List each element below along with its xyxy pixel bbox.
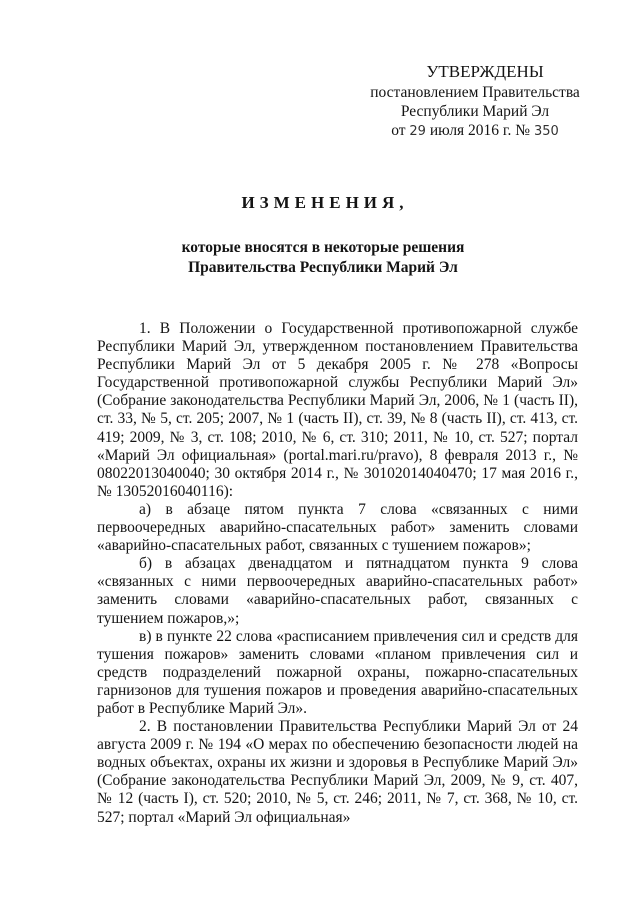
approval-date-month-year: июля 2016 г. № [429,122,531,139]
approval-block [355,62,595,141]
subtitle-line-1: которые вносятся в некоторые решения [181,239,465,256]
subtitle-line-2: Правительства Республики Марий Эл [188,259,458,276]
paragraph-1c: в) в пункте 22 слова «расписанием привлечения сил и средств для тушения пожаров» заменить словами «планом привлечения сил и средств подразделений пожарной охраны, пожарно-спасательных гарнизонов для тушения пожаров и проведения аварийно-спасательных работ в Республике Марий Эл». [97,627,578,717]
approval-date-day: 29 [409,124,426,139]
document-title: ИЗМЕНЕНИЯ, [241,193,409,212]
document-subtitle [0,238,640,278]
approval-line-1: постановлением Правительства [370,84,580,101]
approval-date-line [355,121,595,141]
paragraph-2: 2. В постановлении Правительства Республики Марий Эл от 24 августа 2009 г. № 194 «О мерах по обеспечению безопасности людей на водных объектах, охраны их жизни и здоровья в Республике Марий Эл» (Собрание законодательства Республики Марий Эл, 2009, № 9, ст. 407, № 12 (часть I), ст. 520; 2010, № 5, ст. 246; 2011, № 7, ст. 368, № 10, ст. 527; портал «Марий Эл официальная» [97,718,578,826]
approval-line-2: Республики Марий Эл [400,103,550,120]
paragraph-1: 1. В Положении о Государственной противопожарной службе Республики Марий Эл, утвержденном постановлением Правительства Республики Марий Эл от 5 декабря 2005 г. № 278 «Вопросы Государственной противопожарной службы Республики Марий Эл» (Собрание законодательства Республики Марий Эл, 2006, № 1 (часть II), ст. 33, № 5, ст. 205; 2007, № 1 (часть II), ст. 39, № 8 (часть II), ст. 413, ст. 419; 2009, № 3, ст. 108; 2010, № 6, ст. 310; 2011, № 10, ст. 527; портал «Марий Эл официальная» (portal.mari.ru/pravo), 8 февраля 2013 г., № 08022013040040; 30 октября 2014 г., № 30102014040470; 17 мая 2016 г., № 13052016040116): [97,320,578,500]
approval-header: УТВЕРЖДЕНЫ [426,62,544,81]
approval-number: 350 [533,124,559,139]
document-body [97,320,578,827]
approval-date-prefix: от [391,122,406,139]
paragraph-1a: а) в абзаце пятом пункта 7 слова «связанных с ними первоочередных аварийно-спасательных работ» заменить словами «аварийно-спасательных работ, связанных с тушением пожаров»; [97,500,578,555]
paragraph-1b: б) в абзацах двенадцатом и пятнадцатом пункта 9 слова «связанных с ними первоочередных аварийно-спасательных работ» заменить словами «аварийно-спасательных работ, связанных с тушением пожаров,»; [97,555,578,627]
